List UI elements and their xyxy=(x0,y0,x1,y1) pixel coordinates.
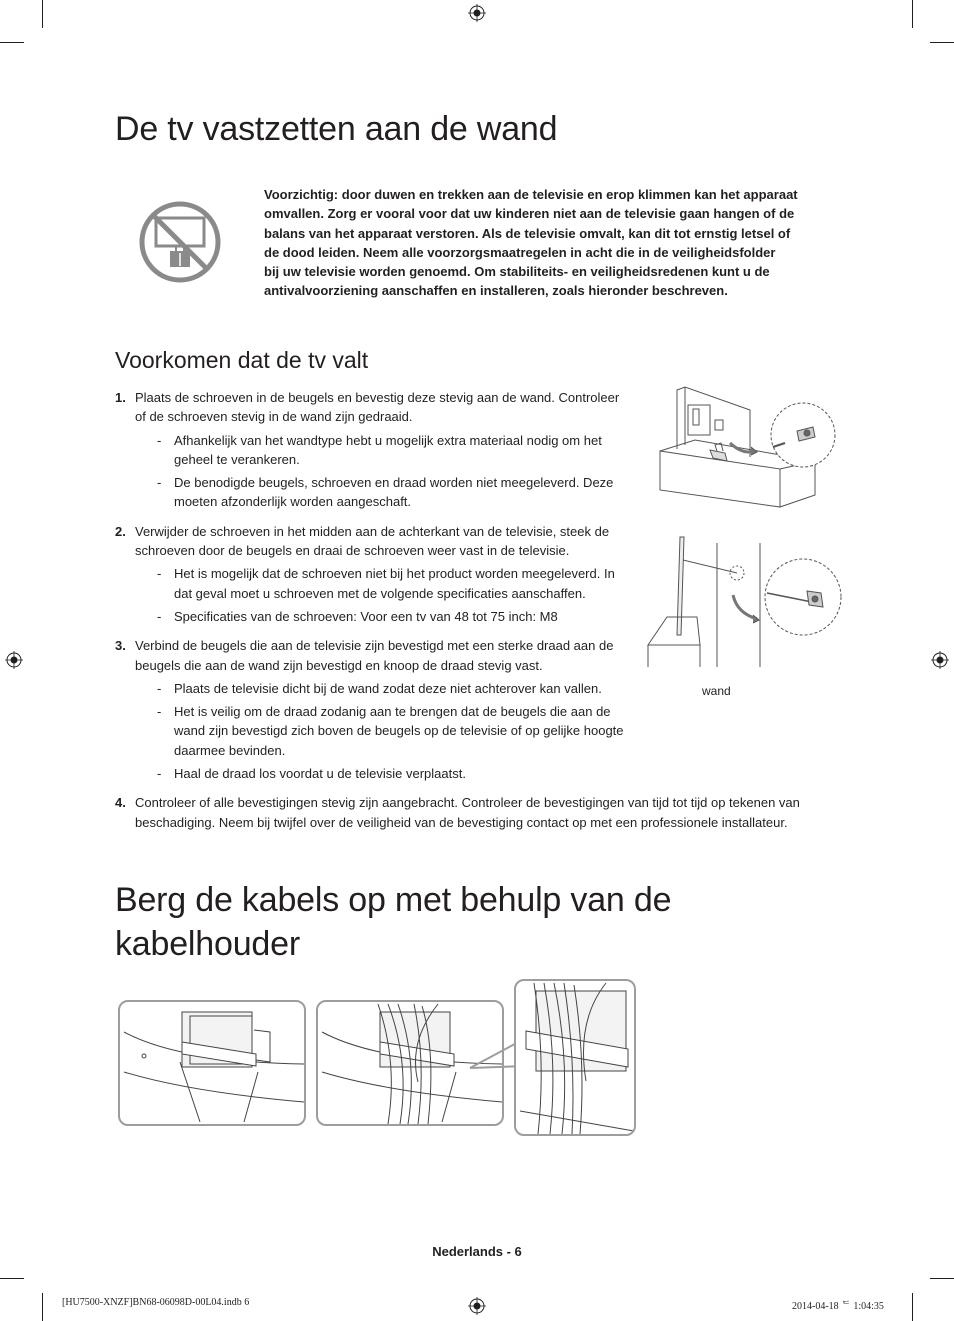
tv-bracket-illustration xyxy=(655,385,840,525)
caution-paragraph xyxy=(264,185,804,301)
page-title: De tv vastzetten aan de wand xyxy=(115,110,558,148)
subitem-line: Het is mogelijk dat de schroeven niet bij het product worden meegeleverd. In xyxy=(174,566,615,582)
caution-line: de dood leiden. Neem alle voorzorgsmaatregelen in acht die in de veiligheidsfolder xyxy=(264,244,776,260)
title-line: Berg de kabels op met behulp van de xyxy=(115,881,672,919)
cable-holder-drawing xyxy=(120,1002,304,1124)
subitem-line: wand zijn bevestigd zich boven de beugels op de televisie of op gelijke hoogte xyxy=(174,723,624,739)
cable-holder-drawing xyxy=(516,981,634,1134)
section-subtitle: Voorkomen dat de tv valt xyxy=(115,347,369,373)
caution-line: antivalvoorziening aanschaffen en installeren, zoals hieronder beschreven. xyxy=(264,283,728,299)
step-number: 3. xyxy=(115,638,126,654)
section-title-cables xyxy=(115,878,671,966)
step-line: Controleer of alle bevestigingen stevig zijn aangebracht. Controleer de bevestigingen van tijd tot tijd op tekenen van xyxy=(135,795,800,811)
crop-mark xyxy=(0,42,24,43)
step-line: Plaats de schroeven in de beugels en bevestig deze stevig aan de wand. Controleer xyxy=(135,390,620,405)
step-line: beschadiging. Neem bij twijfel over de veiligheid van de bevestiging contact op met een professionele installateur. xyxy=(135,814,788,830)
subitem-line: Het is veilig om de draad zodanig aan te brengen dat de beugels die aan de xyxy=(174,704,611,720)
step-item xyxy=(115,793,800,832)
crop-mark xyxy=(0,1278,24,1279)
registration-mark-icon xyxy=(931,651,949,669)
subitem-line: Haal de draad los voordat u de televisie verplaatst. xyxy=(174,766,466,782)
crop-mark xyxy=(930,42,954,43)
subitem-line: daarmee bevinden. xyxy=(174,742,286,758)
subitem-line: dat geval moet u schroeven met de volgende specificaties aanschaffen. xyxy=(174,585,586,601)
cable-holder-panel xyxy=(118,1000,306,1126)
step-line: of de schroeven stevig in de wand zijn gedraaid. xyxy=(135,409,413,425)
crop-mark xyxy=(912,1293,913,1321)
registration-mark-icon xyxy=(5,651,23,669)
step-subitem: - De benodigde beugels, schroeven en draad worden niet meegeleverd. Deze moeten afzonderlijk worden aangeschaft. xyxy=(135,473,800,512)
step-number: 1. xyxy=(115,390,126,405)
subitem-line: De benodigde beugels, schroeven en draad worden niet meegeleverd. Deze xyxy=(174,475,614,491)
step-subitem: - Specificaties van de schroeven: Voor een tv van 48 tot 75 inch: M8 xyxy=(135,607,800,626)
caution-line: omvallen. Zorg er vooral voor dat uw kinderen niet aan de televisie gaan hangen of de xyxy=(264,206,795,222)
subitem-line: moeten afzonderlijk worden aangeschaft. xyxy=(174,494,412,510)
caution-line: balans van het apparaat verstoren. Als de televisie omvalt, kan dit tot ernstig letsel of xyxy=(264,225,791,241)
subitem-line: Afhankelijk van het wandtype hebt u mogelijk extra materiaal nodig om het xyxy=(174,432,602,448)
cable-holder-zoom-panel xyxy=(514,979,636,1136)
step-subitem: - Afhankelijk van het wandtype hebt u mogelijk extra materiaal nodig om het geheel te verankeren. xyxy=(135,431,800,470)
registration-mark-icon xyxy=(468,4,486,22)
step-number: 2. xyxy=(115,523,126,539)
print-slug-right: 2014-04-18 ᄃ 1:04:35 xyxy=(792,1301,884,1312)
caution-line: bij uw televisie worden genoemd. Om stabiliteits- en veiligheidsredenen kunt u de xyxy=(264,264,770,280)
step-line: Verwijder de schroeven in het midden aan de achterkant van de televisie, steek de xyxy=(135,523,610,539)
page-footer: Nederlands - 6 xyxy=(432,1244,522,1259)
step-subitem: - Plaats de televisie dicht bij de wand zodat deze niet achterover kan vallen. xyxy=(135,679,800,698)
crop-mark xyxy=(42,0,43,28)
step-subitem: - Haal de draad los voordat u de televisie verplaatst. xyxy=(135,764,800,783)
crop-mark xyxy=(912,0,913,28)
step-line: schroeven door de beugels en draai de schroeven weer vast in de televisie. xyxy=(135,543,570,559)
crop-mark xyxy=(42,1293,43,1321)
step-line: Verbind de beugels die aan de televisie zijn bevestigd met een sterke draad aan de xyxy=(135,638,614,654)
step-subitem: - Het is mogelijk dat de schroeven niet bij het product worden meegeleverd. In dat geval moet u schroeven met de volgende specificaties aanschaffen. xyxy=(135,564,800,603)
tv-wall-wire-illustration xyxy=(645,535,845,670)
registration-mark-icon xyxy=(468,1297,486,1315)
crop-mark xyxy=(930,1278,954,1279)
caution-line: Voorzichtig: door duwen en trekken aan de televisie en erop klimmen kan het apparaat xyxy=(264,187,798,202)
print-slug-left: [HU7500-XNZF]BN68-06098D-00L04.indb 6 xyxy=(62,1297,250,1308)
title-line: kabelhouder xyxy=(115,925,300,963)
no-climbing-warning-icon xyxy=(138,200,222,284)
subitem-line: Plaats de televisie dicht bij de wand zodat deze niet achterover kan vallen. xyxy=(174,680,602,696)
step-line: beugels die aan de wand zijn bevestigd en knoop de draad stevig vast. xyxy=(135,657,543,673)
step-subitem: - Het is veilig om de draad zodanig aan te brengen dat de beugels die aan de wand zijn bevestigd zich boven de beugels op de televisie of op gelijke hoogte daarmee bevinden. xyxy=(135,702,800,760)
step-number: 4. xyxy=(115,795,126,811)
wall-label: wand xyxy=(702,684,731,698)
subitem-line: Specificaties van de schroeven: Voor een tv van 48 tot 75 inch: M8 xyxy=(174,608,558,624)
subitem-line: geheel te verankeren. xyxy=(174,451,300,467)
